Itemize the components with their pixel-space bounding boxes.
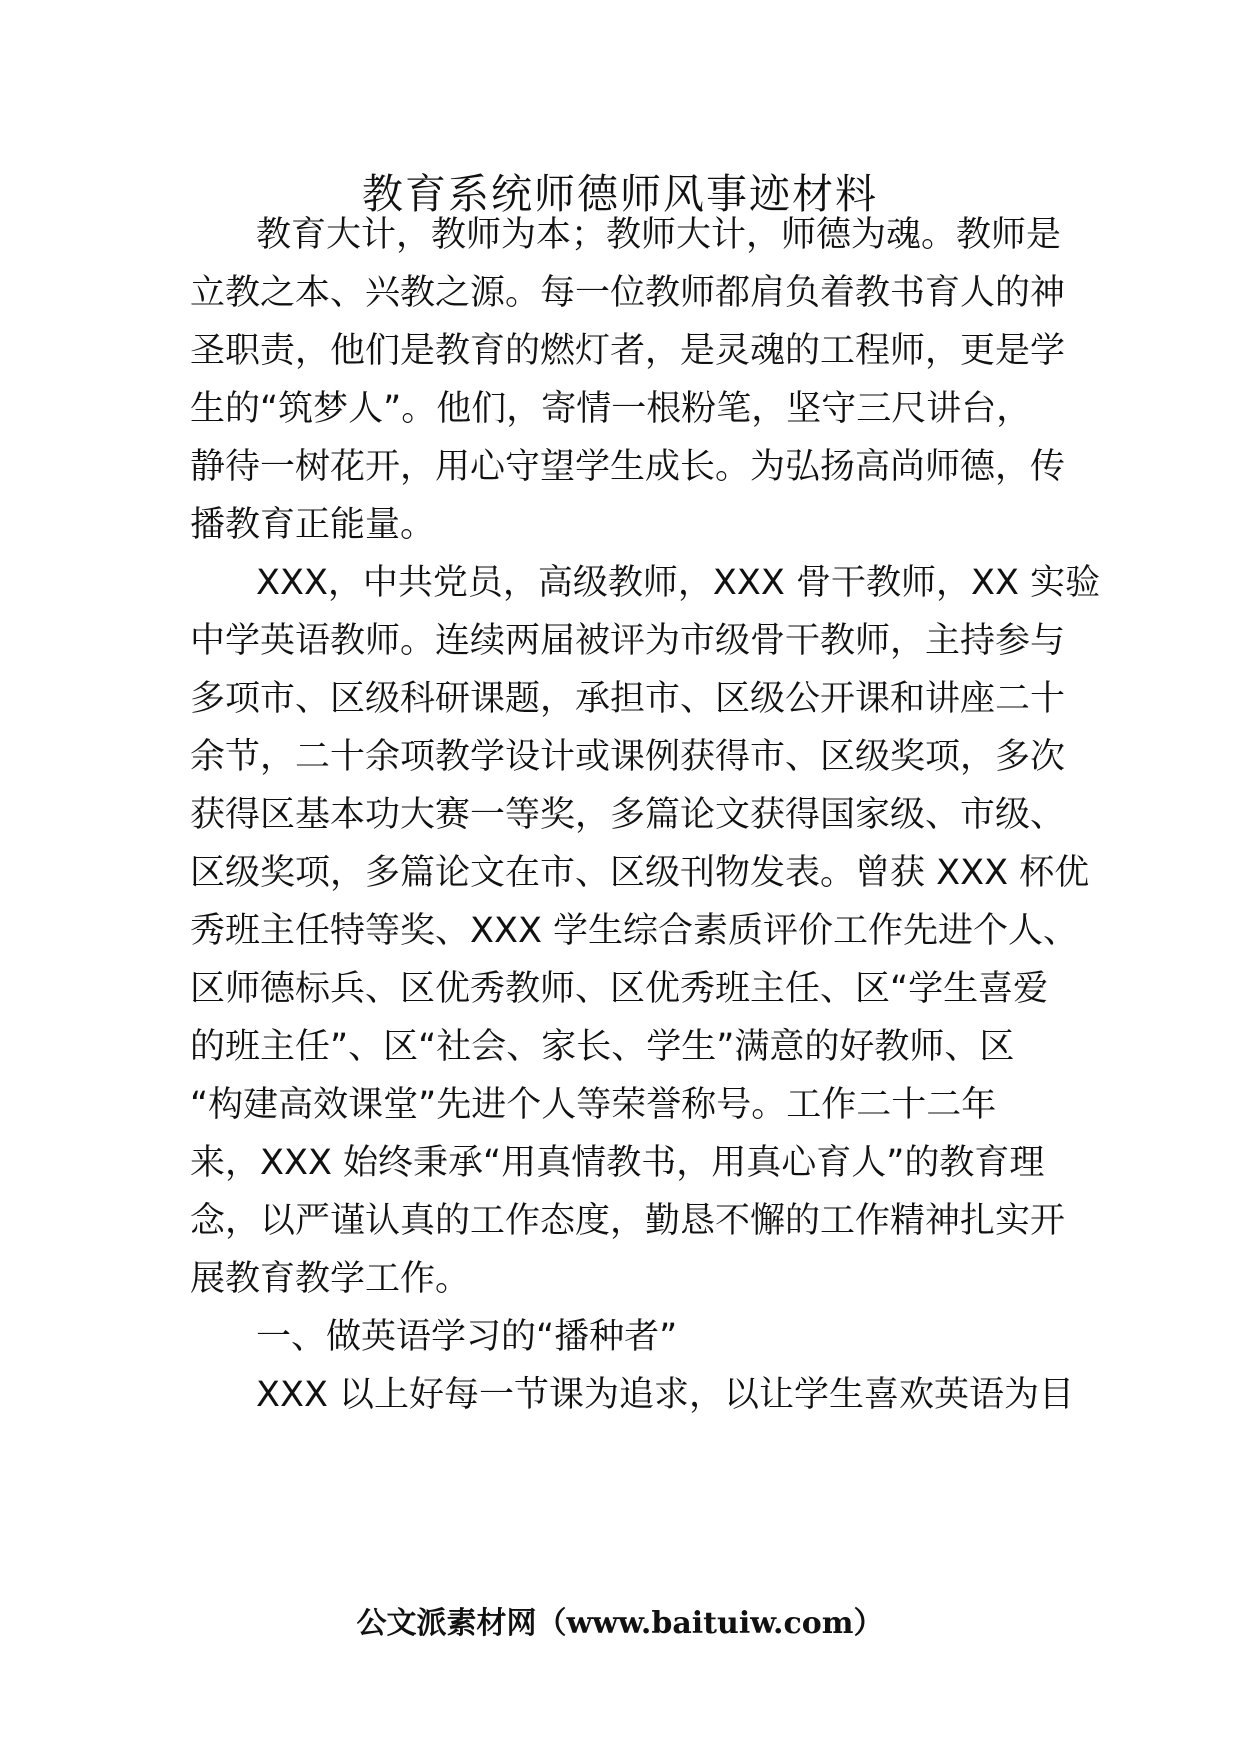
paragraph-1-line-4: 生的“筑梦人”。他们，寄情一根粉笔，坚守三尺讲台， — [190, 389, 1032, 429]
paragraph-2-line-3: 多项市、区级科研课题，承担市、区级公开课和讲座二十 — [190, 679, 1066, 719]
section-heading-1: 一、做英语学习的“播种者” — [256, 1317, 678, 1357]
paragraph-1-line-1: 教育大计，教师为本；教师大计，师德为魂。教师是 — [256, 215, 1062, 255]
paragraph-3-line-1: XXX 以上好每一节课为追求，以让学生喜欢英语为目 — [256, 1375, 1075, 1415]
paragraph-2-line-9: 的班主任”、区“社会、家长、学生”满意的好教师、区 — [190, 1027, 1015, 1067]
page-footer-watermark: 公文派素材网（www.baituiw.com） — [356, 1606, 884, 1641]
paragraph-2-line-6: 区级奖项，多篇论文在市、区级刊物发表。曾获 XXX 杯优 — [190, 853, 1090, 893]
paragraph-2-line-12: 念，以严谨认真的工作态度，勤恳不懈的工作精神扎实开 — [190, 1201, 1066, 1241]
paragraph-2-line-7: 秀班主任特等奖、XXX 学生综合素质评价工作先进个人、 — [190, 911, 1079, 951]
paragraph-2-line-4: 余节，二十余项教学设计或课例获得市、区级奖项，多次 — [190, 737, 1066, 777]
document-title: 教育系统师德师风事迹材料 — [362, 170, 878, 218]
paragraph-1-line-3: 圣职责，他们是教育的燃灯者，是灵魂的工程师，更是学 — [190, 331, 1066, 371]
paragraph-2-line-1: XXX，中共党员，高级教师，XXX 骨干教师，XX 实验 — [256, 563, 1101, 603]
paragraph-2-line-8: 区师德标兵、区优秀教师、区优秀班主任、区“学生喜爱 — [190, 969, 1049, 1009]
paragraph-1-line-2: 立教之本、兴教之源。每一位教师都肩负着教书育人的神 — [190, 273, 1066, 313]
paragraph-2-line-11: 来，XXX 始终秉承“用真情教书，用真心育人”的教育理 — [190, 1143, 1045, 1183]
paragraph-2-line-5: 获得区基本功大赛一等奖，多篇论文获得国家级、市级、 — [190, 795, 1066, 835]
paragraph-1-line-5: 静待一树花开，用心守望学生成长。为弘扬高尚师德，传 — [190, 447, 1066, 487]
paragraph-2-line-2: 中学英语教师。连续两届被评为市级骨干教师，主持参与 — [190, 621, 1066, 661]
paragraph-2-line-13: 展教育教学工作。 — [190, 1259, 471, 1299]
paragraph-1-line-6: 播教育正能量。 — [190, 505, 436, 545]
paragraph-2-line-10: “构建高效课堂”先进个人等荣誉称号。工作二十二年 — [190, 1085, 997, 1125]
